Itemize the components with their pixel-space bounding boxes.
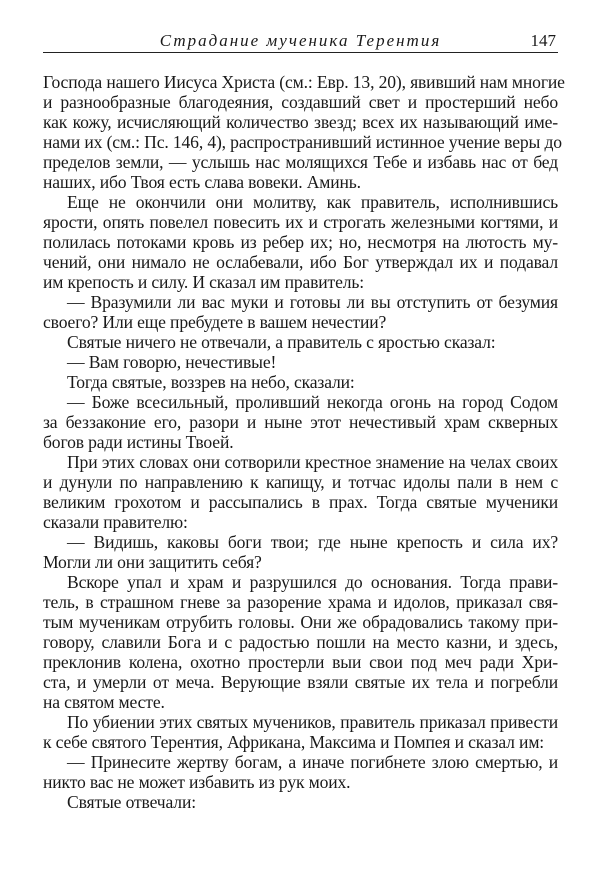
text-line: — Боже всесильный, проливший некогда огонь на город Содом — [67, 392, 558, 412]
paragraph — [43, 352, 558, 372]
text-line: — Вразумили ли вас муки и готовы ли вы отступить от безумия — [67, 292, 558, 312]
running-title: Страдание мученика Терентия — [159, 31, 442, 50]
text-line: за беззаконие его, разори и ныне этот нечестивый храм скверных — [43, 412, 558, 432]
text-line: великим грохотом и рассыпались в прах. Тогда святые мученики — [43, 492, 558, 512]
text-line: на святом месте. — [43, 692, 165, 712]
text-line: как кожу, исчисляющий количество звезд; всех их называющий име- — [43, 112, 558, 132]
text-line: Еще не окончили они молитву, как правитель, исполнившись — [67, 192, 558, 212]
paragraph — [43, 792, 558, 812]
text-line: чений, они нимало не ослабевали, ибо Бог утверждал их и подавал — [43, 252, 558, 272]
paragraph — [43, 452, 558, 532]
text-line: полилась потоками кровь из ребер их; но, несмотря на лютость му- — [43, 232, 558, 252]
text-line: и дунули по направлению к капищу, и тотчас идолы пали в нем с — [43, 472, 558, 492]
text-line: богов ради истины Твоей. — [43, 432, 234, 452]
paragraph — [43, 192, 558, 292]
text-line: ста, и умерли от меча. Верующие взяли святые их тела и погребли — [43, 672, 558, 692]
text-line: преклонив колена, охотно простерли выи свои под меч ради Хри- — [43, 652, 558, 672]
text-line: никто вас не может избавить из рук моих. — [43, 772, 351, 792]
text-line: нами их (см.: Пс. 146, 4), распространивший истинное учение веры до — [43, 132, 562, 152]
paragraph — [43, 372, 558, 392]
paragraph — [43, 332, 558, 352]
text-line: — Вам говорю, нечестивые! — [67, 352, 277, 372]
text-line: своего? Или еще пребудете в вашем нечестии? — [43, 312, 387, 332]
paragraph — [43, 392, 558, 452]
text-line: сказали правителю: — [43, 512, 188, 532]
paragraph — [43, 712, 558, 752]
text-line: При этих словах они сотворили крестное знамение на челах своих — [67, 452, 558, 472]
page-number: 147 — [530, 31, 556, 50]
text-line: Могли ли они защитить себя? — [43, 552, 262, 572]
text-line: тым мученикам отрубить головы. Они же обрадовались такому при- — [43, 612, 558, 632]
text-line: пределов земли, — услышь нас молящихся Тебе и избавь нас от бед — [43, 152, 558, 172]
paragraph — [43, 572, 558, 712]
text-line: к себе святого Терентия, Африкана, Максима и Помпея и сказал им: — [43, 732, 545, 752]
text-line: и разнообразные благодеяния, создавший свет и простерший небо — [43, 92, 558, 112]
text-line: — Принесите жертву богам, а иначе погибнете злою смертью, и — [67, 752, 558, 772]
text-line: Святые отвечали: — [67, 792, 196, 812]
paragraph — [43, 72, 565, 192]
paragraph — [43, 752, 558, 792]
paragraph — [43, 292, 558, 332]
page-header — [43, 30, 558, 53]
text-line: тель, в страшном гневе за разорение храма и идолов, приказал свя- — [43, 592, 558, 612]
text-line: ярости, опять повелел повесить их и строгать железными когтями, и — [43, 212, 558, 232]
text-line: Тогда святые, воззрев на небо, сказали: — [67, 372, 355, 392]
text-line: Вскоре упал и храм и разрушился до основания. Тогда прави- — [67, 572, 558, 592]
text-line: Святые ничего не отвечали, а правитель с яростью сказал: — [67, 332, 496, 352]
text-line: наших, ибо Твоя есть слава вовеки. Аминь. — [43, 172, 361, 192]
text-line: Господа нашего Иисуса Христа (см.: Евр. 13, 20), явивший нам многие — [43, 72, 565, 92]
paragraph — [43, 532, 558, 572]
text-line: им крепость и силу. И сказал им правитель: — [43, 272, 364, 292]
text-line: — Видишь, каковы боги твои; где ныне крепость и сила их? — [67, 532, 558, 552]
page-body — [43, 72, 565, 812]
text-line: говору, славили Бога и с радостью пошли на место казни, и здесь, — [43, 632, 558, 652]
text-line: По убиении этих святых мучеников, правитель приказал привести — [67, 712, 558, 732]
